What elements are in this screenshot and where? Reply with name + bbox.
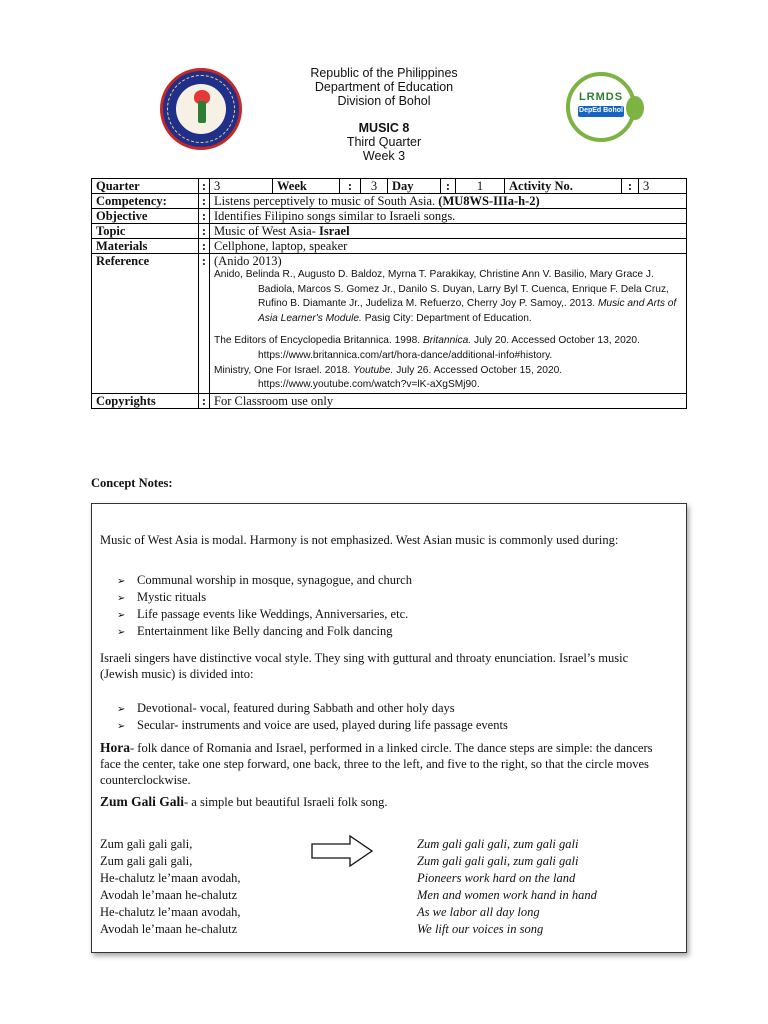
copyrights-label: Copyrights [92,393,199,408]
table-row-copyrights: Copyrights : For Classroom use only [92,393,687,408]
concept-notes-title: Concept Notes: [91,476,173,490]
reference-entry: The Editors of Encyclopedia Britannica. 1998. Britannica. July 20. Accessed October 13, 2020. https://www.britannica.com/art/hora-dance/additional-info#history. [214,335,640,361]
quarter-heading: Third Quarter [346,135,422,149]
activity-value: 3 [639,179,687,194]
table-row-competency: Competency: : Listens perceptively to music of South Asia. (MU8WS-IIIa-h-2) [92,194,687,209]
lyric-line: Men and women work hand in hand [417,888,597,902]
competency-label: Competency: [92,194,199,209]
quarter-value: 3 [210,179,273,194]
header-department: Department of Education [314,80,454,94]
zum-paragraph: Zum Gali Gali- a simple but beautiful Israeli folk song. [100,794,388,809]
table-row-reference: Reference : (Anido 2013) Anido, Belinda R., Augusto D. Baldoz, Myrna T. Parakikay, Christine Ann V. Basilio, Mary Grace J. Badiola, Marcos S. Gomez Jr., Danilo S. Duyan, Larry Byl T. Cuenca, Enrique F. Dela Cruz, Rufino B. Diamante Jr., Judeliza M. Refuerzo, Cherry Joy P. Samoy,. 2013. Music and Arts of Asia Learner's Module. Pasig City: Department of Education. The Editors of Encyclopedia Britannica. 1998. Britannica. July 20. Accessed October 13, 2020. https://www.britannica.com/art/hora-dance/additional-info#history. Ministry, One For Israel. 2018. Youtube. July 26. Accessed October 15, 2020. https://www.youtube.com/watch?v=lK-aXgSMj90. [92,254,687,394]
list-item: ➢ Communal worship in mosque, synagogue, and church [117,572,412,590]
lyric-line: We lift our voices in song [417,922,544,936]
table-row-quarter: Quarter : 3 Week : 3 Day : 1 Activity No. : 3 [92,179,687,194]
table-row-materials: Materials : Cellphone, laptop, speaker [92,239,687,254]
lyric-line: Pioneers work hard on the land [417,871,576,885]
list-item: ➢ Entertainment like Belly dancing and Folk dancing [117,623,393,641]
topic-label: Topic [92,224,199,239]
bullet-arrow-icon: ➢ [117,576,126,587]
materials-value: Cellphone, laptop, speaker [210,239,687,254]
header-republic: Republic of the Philippines [310,66,458,80]
subject-title: MUSIC 8 [358,121,410,135]
lyric-line: Zum gali gali gali, [100,837,193,851]
header-division: Division of Bohol [337,94,431,108]
israeli-paragraph: Israeli singers have distinctive vocal style. They sing with guttural and throaty enunciation. Israel’s music (Jewish music) is divided into: [100,651,629,681]
topic-value: Music of West Asia- Israel [210,224,687,239]
list-item: ➢ Life passage events like Weddings, Anniversaries, etc. [117,606,408,624]
lyric-line: Zum gali gali gali, zum gali gali [417,837,579,851]
list-item: ➢ Devotional- vocal, featured during Sabbath and other holy days [117,700,455,718]
lyric-line: Avodah le’maan he-chalutz [100,888,238,902]
lyric-line: Avodah le’maan he-chalutz [100,922,238,936]
hora-term: Hora [100,740,130,755]
table-row-topic: Topic : Music of West Asia- Israel [92,224,687,239]
lyric-line: He-chalutz le’maan avodah, [100,905,241,919]
lyrics-original [100,836,241,938]
table-row-objective: Objective : Identifies Filipino songs similar to Israeli songs. [92,209,687,224]
lesson-info-table [91,178,687,409]
activity-label: Activity No. [505,179,622,194]
quarter-label: Quarter [92,179,199,194]
week-heading: Week 3 [362,149,406,163]
reference-list [210,254,687,394]
lyrics-translation [417,836,597,938]
competency-value: Listens perceptively to music of South Asia. (MU8WS-IIIa-h-2) [210,194,687,209]
lyric-line: As we labor all day long [417,905,540,919]
day-value: 1 [456,179,505,194]
day-label: Day [388,179,441,194]
bullet-arrow-icon: ➢ [117,627,126,638]
reference-head: (Anido 2013) [214,254,282,268]
right-arrow-icon [310,834,374,868]
intro-paragraph: Music of West Asia is modal. Harmony is not emphasized. West Asian music is commonly used during: [100,533,619,547]
deped-seal-icon [160,68,242,150]
reference-label: Reference [92,254,199,394]
reference-entry: Ministry, One For Israel. 2018. Youtube. July 26. Accessed October 15, 2020. https://www.youtube.com/watch?v=lK-aXgSMj90. [214,364,563,391]
concept-notes-box [91,503,687,953]
lrmds-logo-subtext: DepEd Bohol [579,107,623,114]
lyric-line: Zum gali gali gali, [100,854,193,868]
lrmds-logo-icon [566,72,636,142]
competency-code: (MU8WS-IIIa-h-2) [438,194,540,208]
list-item: ➢ Secular- instruments and voice are used, played during life passage events [117,717,508,735]
bullet-arrow-icon: ➢ [117,610,126,621]
zum-term: Zum Gali Gali [100,794,185,809]
lyric-line: Zum gali gali gali, zum gali gali [417,854,579,868]
reference-entry: Anido, Belinda R., Augusto D. Baldoz, Myrna T. Parakikay, Christine Ann V. Basilio, Mary Grace J. Badiola, Marcos S. Gomez Jr., Danilo S. Duyan, Larry Byl T. Cuenca, Enrique F. Dela Cruz, Rufino B. Diamante Jr., Judeliza M. Refuerzo, Cherry Joy P. Samoy,. 2013. Music and Arts of Asia Learner's Module. Pasig City: Department of Education. [214,269,677,324]
hora-paragraph: Hora- folk dance of Romania and Israel, performed in a linked circle. The dance steps are simple: the dancers face the center, take one step forward, one back, three to the left, and five to the right, so that the circle moves counterclockwise. [100,740,653,787]
bullet-arrow-icon: ➢ [117,593,126,604]
copyrights-value: For Classroom use only [210,393,687,408]
objective-label: Objective [92,209,199,224]
bullet-arrow-icon: ➢ [117,704,126,715]
materials-label: Materials [92,239,199,254]
list-item: ➢ Mystic rituals [117,589,206,607]
objective-value: Identifies Filipino songs similar to Israeli songs. [210,209,687,224]
lrmds-logo-text: LRMDS [578,91,624,103]
lyric-line: He-chalutz le’maan avodah, [100,871,241,885]
week-value: 3 [361,179,388,194]
bullet-arrow-icon: ➢ [117,721,126,732]
week-label: Week [273,179,340,194]
